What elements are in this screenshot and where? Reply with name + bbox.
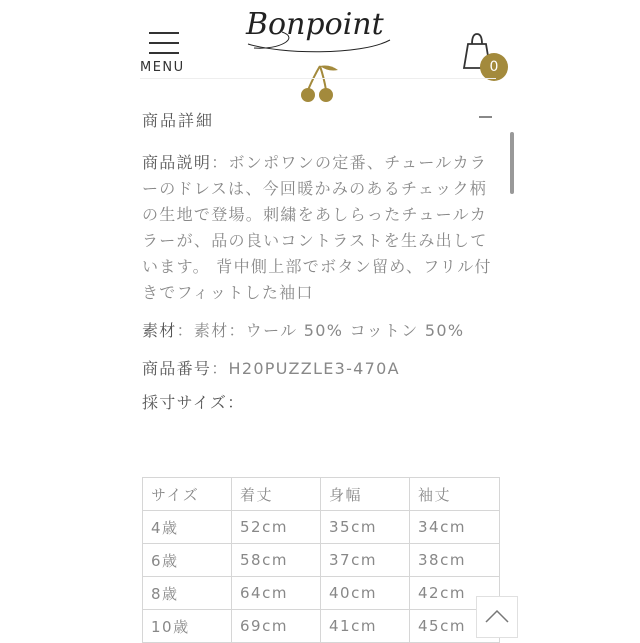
table-row xyxy=(143,610,500,643)
table-cell: 38cm xyxy=(410,544,500,577)
product-code-text: ：H20PUZZLE3-470A xyxy=(211,359,400,378)
menu-label: MENU xyxy=(140,60,185,75)
description-text: ：ボンポワンの定番、チュールカラーのドレスは、今回暖かみのあるチェック柄の生地で登場。刺繍をあしらったチュールカラーが、品の良いコントラストを生み出しています。 背中側上部でボタン留め、フリル付きでフィットした袖口 xyxy=(142,153,492,302)
table-cell: 52cm xyxy=(232,511,321,544)
table-cell: 37cm xyxy=(321,544,410,577)
menu-button[interactable] xyxy=(140,28,220,78)
table-cell: 45cm xyxy=(410,610,500,643)
size-table xyxy=(142,477,500,643)
product-code xyxy=(142,356,502,382)
table-header-cell: 身幅 xyxy=(321,478,410,511)
table-cell: 64cm xyxy=(232,577,321,610)
table-cell: 69cm xyxy=(232,610,321,643)
back-to-top-button[interactable] xyxy=(476,596,518,638)
product-code-label: 商品番号 xyxy=(142,359,212,378)
table-cell: 41cm xyxy=(321,610,410,643)
size-title: 採寸サイズ： xyxy=(142,393,245,412)
table-cell: 42cm xyxy=(410,577,500,610)
minus-icon xyxy=(479,116,492,118)
table-cell: 35cm xyxy=(321,511,410,544)
site-header xyxy=(0,0,640,78)
table-cell: 6歳 xyxy=(143,544,232,577)
table-cell: 4歳 xyxy=(143,511,232,544)
table-header-cell: 袖丈 xyxy=(410,478,500,511)
description-label: 商品説明 xyxy=(142,153,212,172)
section-title: 商品詳細 xyxy=(142,111,215,130)
scrollbar[interactable] xyxy=(510,132,514,194)
table-header-row xyxy=(143,478,500,511)
table-row xyxy=(143,511,500,544)
material-text: ：素材：ウール 50% コットン 50% xyxy=(176,321,465,340)
material xyxy=(142,318,502,344)
bonpoint-logo[interactable] xyxy=(240,0,400,70)
cart-count-badge: 0 xyxy=(480,53,508,81)
table-cell: 40cm xyxy=(321,577,410,610)
product-details xyxy=(142,150,502,424)
collapse-button[interactable] xyxy=(478,110,494,126)
cherry-icon xyxy=(296,62,344,104)
hamburger-icon xyxy=(149,32,179,54)
table-row xyxy=(143,577,500,610)
table-cell: 10歳 xyxy=(143,610,232,643)
table-header-cell: サイズ xyxy=(143,478,232,511)
table-header-cell: 着丈 xyxy=(232,478,321,511)
header-divider xyxy=(140,78,496,79)
description xyxy=(142,150,502,306)
chevron-up-icon xyxy=(477,597,517,637)
material-label: 素材 xyxy=(142,321,177,340)
table-cell: 8歳 xyxy=(143,577,232,610)
cart-button[interactable] xyxy=(462,32,512,80)
table-cell: 58cm xyxy=(232,544,321,577)
logo-text: Bonpoint xyxy=(246,7,384,42)
table-cell: 34cm xyxy=(410,511,500,544)
table-row xyxy=(143,544,500,577)
